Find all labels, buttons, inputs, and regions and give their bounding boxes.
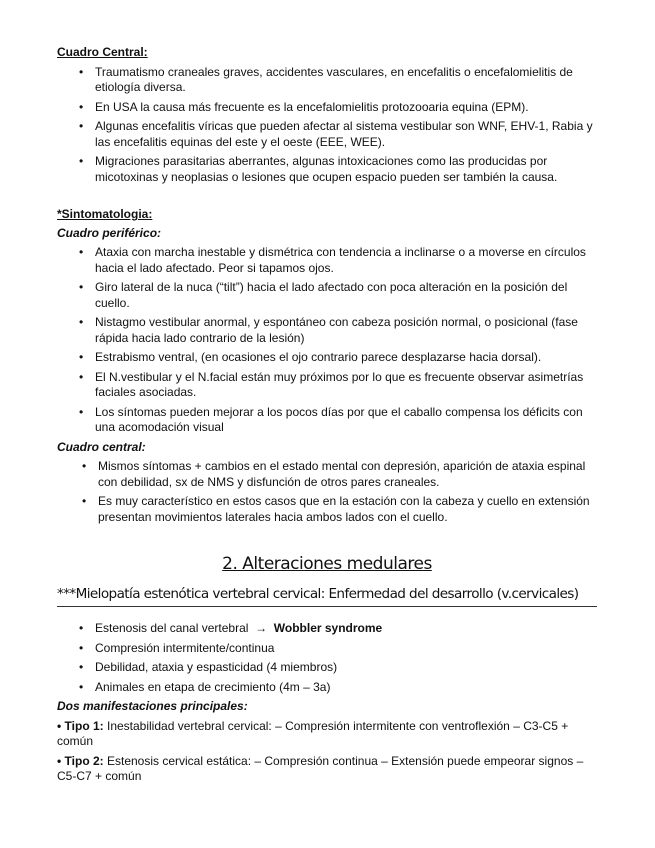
list-item bbox=[79, 119, 597, 150]
list-item-text: Debilidad, ataxia y espasticidad (4 miembros) bbox=[95, 660, 338, 674]
list-item-text: Migraciones parasitarias aberrantes, algunas intoxicaciones como las producidas por micotoxinas y neoplasias o lesiones que ocupen espacio pueden ser también la causa. bbox=[95, 154, 558, 184]
bullet-icon: • bbox=[79, 660, 84, 674]
list-item bbox=[79, 315, 597, 346]
list-item-text: Es muy característico en estos casos que en la estación con la cabeza y cuello en extensión presentan movimientos laterales hacia ambos lados con el cuello. bbox=[98, 494, 590, 524]
list-item bbox=[79, 99, 597, 116]
list-item-bold: Wobbler syndrome bbox=[273, 621, 383, 635]
bullet-icon: • bbox=[79, 280, 84, 294]
list-item bbox=[82, 459, 597, 490]
heading-sintomatologia: *Sintomatologia: bbox=[57, 207, 153, 221]
list-item bbox=[79, 280, 597, 311]
list-item-text: En USA la causa más frecuente es la encefalomielitis protozooaria equina (EPM). bbox=[95, 99, 529, 114]
tipo-label: • Tipo 1: bbox=[57, 718, 104, 733]
bullet-icon: • bbox=[79, 99, 84, 114]
subheading-manifestaciones: Dos manifestaciones principales: bbox=[57, 699, 248, 713]
list-item-text: Algunas encefalitis víricas que pueden afectar al sistema vestibular son WNF, EHV-1, Rabia y las encefalitis equinas del este y el oeste (EEE, WEE). bbox=[95, 119, 593, 149]
bullet-icon: • bbox=[79, 315, 84, 329]
subheading-central: Cuadro central: bbox=[57, 439, 146, 454]
list-item-text: Nistagmo vestibular anormal, y espontáneo con cabeza posición normal, o posicional (fase rápida hacia lado contrario de la lesión) bbox=[95, 315, 578, 345]
list-item-text: Giro lateral de la nuca (“tilt”) hacia el lado afectado con poca alteración en la posición del cuello. bbox=[95, 280, 568, 310]
tipo-text: Inestabilidad vertebral cervical: – Compresión intermitente con ventroflexión – C3-C5 + común bbox=[57, 718, 569, 748]
tipo-1-paragraph bbox=[57, 719, 597, 750]
bullet-icon: • bbox=[79, 350, 84, 364]
bullet-icon: • bbox=[79, 679, 84, 694]
tipo-2-paragraph bbox=[57, 754, 597, 785]
bullet-icon: • bbox=[79, 245, 84, 259]
bullet-icon: • bbox=[79, 404, 84, 419]
bullet-icon: • bbox=[79, 119, 84, 133]
list-item-text: Estenosis del canal vertebral → bbox=[95, 621, 274, 635]
bullet-icon: • bbox=[79, 154, 84, 168]
list-item bbox=[79, 245, 597, 276]
list-item-text: Traumatismo craneales graves, accidentes vasculares, en encefalitis o encefalomielitis de etiología diversa. bbox=[95, 64, 573, 94]
section-subtitle: ***Mielopatía estenótica vertebral cervical: Enfermedad del desarrollo (v.cervicales) bbox=[57, 585, 597, 607]
list-item bbox=[82, 494, 597, 525]
bullet-icon: • bbox=[82, 459, 87, 473]
section-title: 2. Alteraciones medulares bbox=[222, 554, 432, 574]
list-item bbox=[79, 64, 597, 96]
bullet-icon: • bbox=[79, 621, 84, 635]
list-item bbox=[79, 350, 597, 366]
list-item-text: Estrabismo ventral, (en ocasiones el ojo contrario parece desplazarse hacia dorsal). bbox=[95, 350, 542, 364]
tipo-label: • Tipo 2: bbox=[57, 753, 104, 768]
list-item-text: Animales en etapa de crecimiento (4m – 3a) bbox=[95, 679, 331, 694]
list-item bbox=[79, 660, 597, 676]
bullet-icon: • bbox=[79, 640, 84, 655]
list-item bbox=[79, 621, 597, 637]
subheading-periferico: Cuadro periférico: bbox=[57, 225, 162, 240]
list-item-text: El N.vestibular y el N.facial están muy próximos por lo que es frecuente observar asimetrías faciales asociadas. bbox=[95, 369, 584, 399]
list-item bbox=[79, 154, 597, 185]
list-item-text: Los síntomas pueden mejorar a los pocos días por que el caballo compensa los déficits con una acomodación visual bbox=[95, 404, 583, 434]
tipo-text: Estenosis cervical estática: – Compresión continua – Extensión puede empeorar signos – C5-C7 + común bbox=[57, 753, 584, 783]
bullet-icon: • bbox=[79, 64, 84, 79]
list-item-text: Ataxia con marcha inestable y dismétrica con tendencia a inclinarse o a moverse en círculos hacia el lado afectado. Peor si tapamos ojos. bbox=[95, 245, 586, 275]
list-item bbox=[79, 679, 597, 696]
list-item bbox=[79, 369, 597, 401]
list-item bbox=[79, 404, 597, 436]
list-item-text: Mismos síntomas + cambios en el estado mental con depresión, aparición de ataxia espinal con debilidad, sx de NMS y disfunción de otros pares craneales. bbox=[98, 459, 586, 489]
bullet-icon: • bbox=[82, 494, 87, 508]
bullet-icon: • bbox=[79, 369, 84, 384]
heading-cuadro-central: Cuadro Central: bbox=[57, 45, 148, 59]
list-item-text: Compresión intermitente/continua bbox=[95, 640, 275, 655]
list-item bbox=[79, 640, 597, 657]
